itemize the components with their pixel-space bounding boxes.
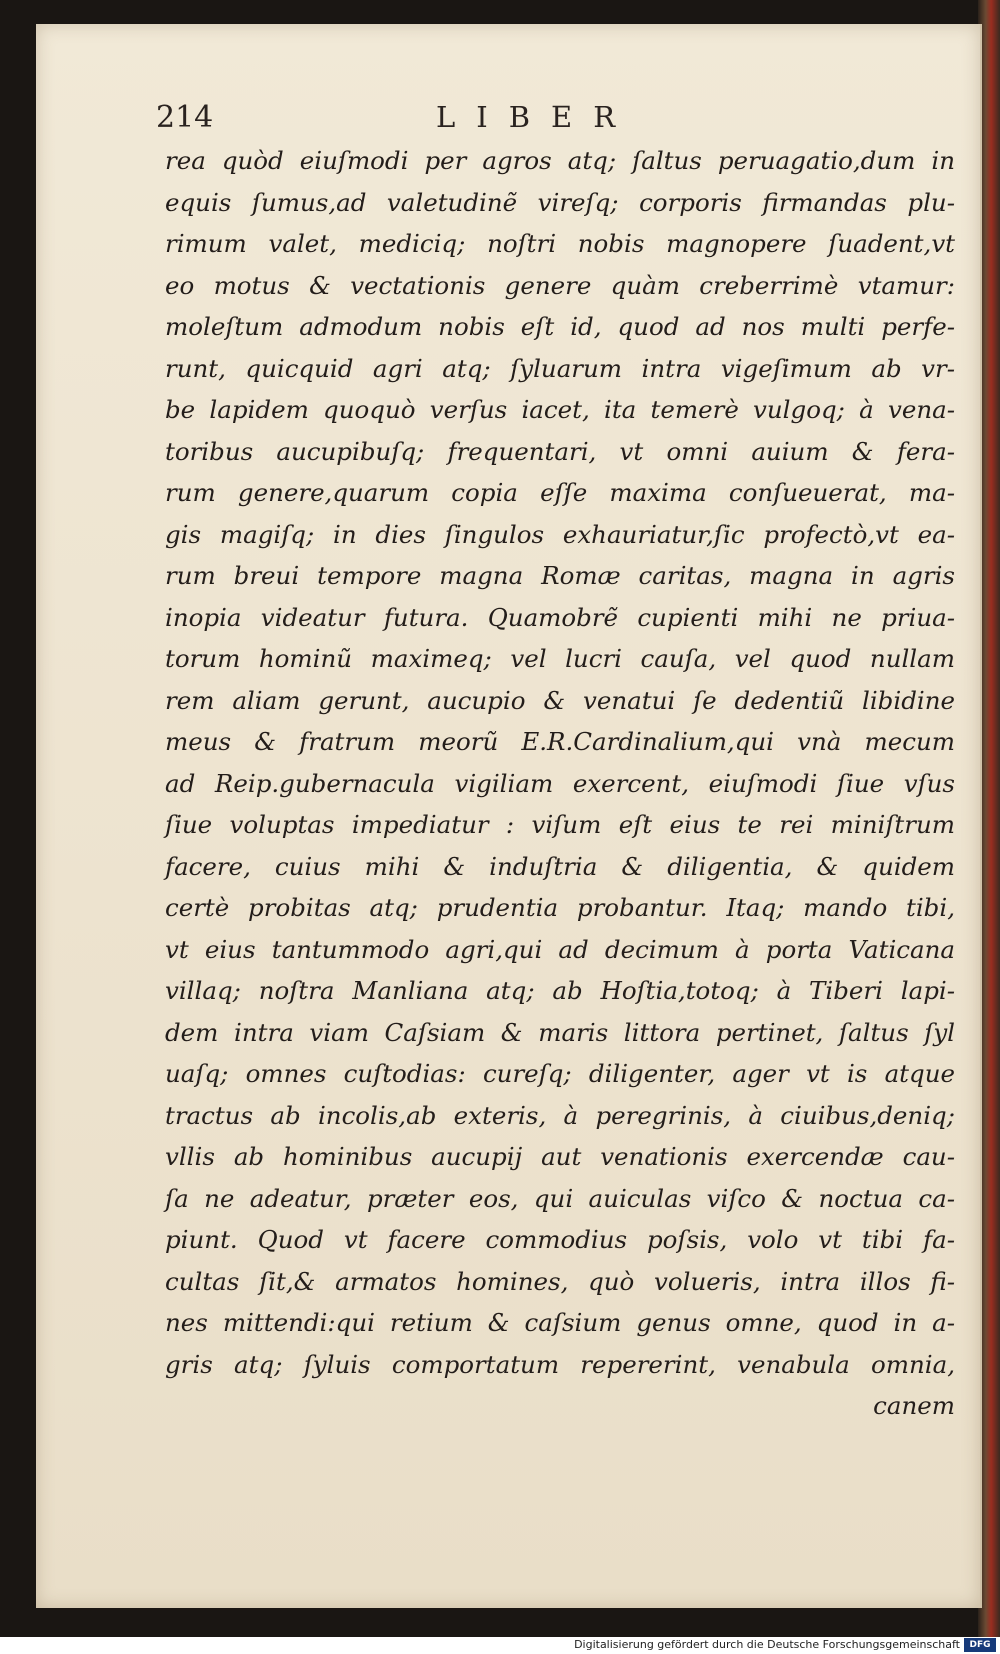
running-head: LIBER [436,100,637,134]
text-line: rea quòd eiuſmodi per agros atq; ſaltus peruagatio,dum in [165,146,955,175]
text-line: eo motus & vectationis genere quàm creberrimè vtamur: [165,270,955,300]
digitization-footer [0,1637,1000,1654]
text-line: rum breui tempore magna Romæ caritas, magna in agris [165,561,955,590]
catchword: canem [873,1391,955,1420]
text-line: runt, quicquid agri atq; ſyluarum intra vigeſimum ab vr- [165,353,955,383]
text-line: vllis ab hominibus aucupij aut venationis exercendæ cau- [165,1142,955,1171]
text-line: tractus ab incolis,ab exteris, à peregrinis, à ciuibus,deniq; [165,1100,955,1130]
text-line: moleſtum admodum nobis eſt id, quod ad nos multi perfe- [165,312,955,341]
page-number: 214 [156,100,214,135]
funding-note: Digitalisierung gefördert durch die Deutsche Forschungsgemeinschaft [574,1638,960,1651]
text-line: gris atq; ſyluis comportatum repererint, venabula omnia, [165,1349,955,1379]
text-line: vt eius tantummodo agri,qui ad decimum à porta Vaticana [165,934,955,964]
text-line: ad Reip.gubernacula vigiliam exercent, eiuſmodi ſiue vſus [165,768,955,798]
text-line: ſa ne adeatur, præter eos, qui auiculas viſco & noctua ca- [165,1183,955,1213]
text-line: gis magiſq; in dies ſingulos exhauriatur,ſic profectò,vt ea- [165,519,955,549]
text-line: torum hominũ maximeq; vel lucri cauſa, vel quod nullam [165,644,955,673]
page-sheet [36,24,982,1608]
text-line: be lapidem quoquò verſus iacet, ita temerè vulgoq; à vena- [165,395,955,424]
text-line: nes mittendi:qui retium & caſsium genus omne, quod in a- [165,1308,955,1337]
text-line: toribus aucupibuſq; frequentari, vt omni auium & fera- [165,436,955,466]
text-line: piunt. Quod vt facere commodius poſsis, volo vt tibi fa- [165,1225,955,1254]
text-line: uaſq; omnes cuſtodias: cureſq; diligenter, ager vt is atque [165,1059,955,1088]
text-line: rem aliam gerunt, aucupio & venatui ſe dedentiũ libidine [165,685,955,715]
page-header [36,94,980,144]
text-line: rimum valet, mediciq; noſtri nobis magnopere ſuadent,vt [165,229,955,258]
text-line: dem intra viam Caſsiam & maris littora pertinet, ſaltus ſyl [165,1017,955,1047]
text-line: certè probitas atq; prudentia probantur. Itaq; mando tibi, [165,893,955,922]
text-line: inopia videatur futura. Quamobrẽ cupienti mihi ne priua- [165,602,955,632]
text-line: facere, cuius mihi & induſtria & diligentia, & quidem [165,851,955,881]
dfg-logo: DFG [964,1638,996,1652]
body-text [165,140,955,1427]
text-line: meus & fratrum meorũ E.R.Cardinalium,qui vnà mecum [165,727,955,756]
text-line: cultas ſit,& armatos homines, quò volueris, intra illos fi- [165,1266,955,1296]
text-line: rum genere,quarum copia eſſe maxima conſueuerat, ma- [165,478,955,507]
text-line: equis ſumus,ad valetudinẽ vireſq; corporis firmandas plu- [165,187,955,217]
text-line: ſiue voluptas impediatur : viſum eſt eius te rei miniſtrum [165,810,955,839]
text-line: villaq; noſtra Manliana atq; ab Hoſtia,totoq; à Tiberi lapi- [165,976,955,1005]
